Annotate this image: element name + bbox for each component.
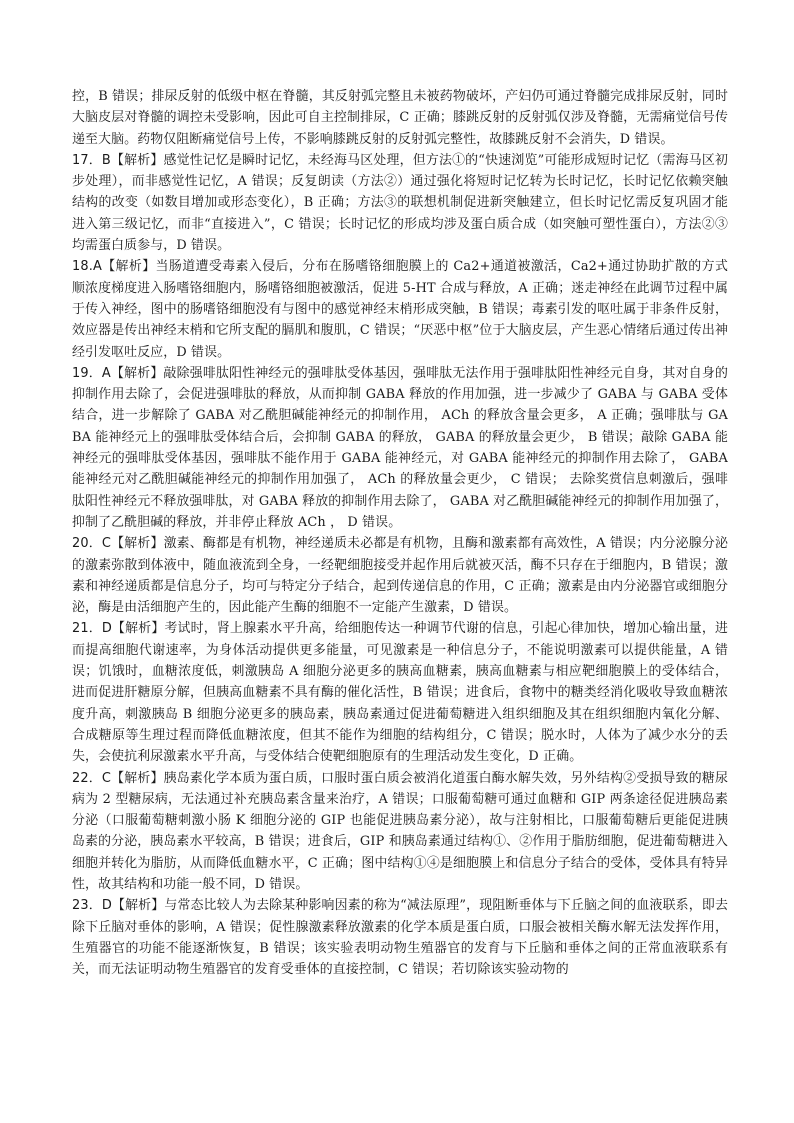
answer-explanation-page	[72, 86, 728, 980]
paragraph-text: 敲除强啡肽阳性神经元的强啡肽受体基因，强啡肽无法作用于强啡肽阳性神经元自身，其对自身的抑制作用去除了，会促进强啡肽的释放，从而抑制 GABA 释放的作用加强，进一步减少了 GABA 与 GABA 受体结合，进一步解除了 GABA 对乙酰胆碱能神经元的抑制作用， ACh 的释放含量会更多， A 正确；强啡肽与 GABA 能神经元上的强啡肽受体结合后，会抑制 GABA 的释放， GABA 的释放量会更少， B 错误；敲除 GABA 能神经元的强啡肽受体基因，强啡肽不能作用于 GABA 能神经元，对 GABA 能神经元的抑制作用去除了， GABA 能神经元对乙酰胆碱能神经元的抑制作用加强了， ACh 的释放量会更少， C 错误； 去除奖赏信息刺激后，强啡肽阳性神经元不释放强啡肽，对 GABA 释放的抑制作用去除了， GABA 对乙酰胆碱能神经元的抑制作用加强了，抑制了乙酰胆碱的释放，并非停止释放 ACh ， D 错误。	[72, 365, 728, 530]
paragraph-q18	[72, 256, 728, 362]
paragraph-text: 考试时，肾上腺素水平升高，给细胞传达一种调节代谢的信息，引起心律加快，增加心输出量，进而提高细胞代谢速率，为身体活动提供更多能量，可见激素是一种信息分子，不能说明激素可以提供能量，A 错误；饥饿时，血糖浓度低，刺激胰岛 A 细胞分泌更多的胰高血糖素，胰高血糖素与相应靶细胞膜上的受体结合，进而促进肝糖原分解，但胰高血糖素不具有酶的催化活性，B 错误；进食后，食物中的糖类经消化吸收导致血糖浓度升高，刺激胰岛 B 细胞分泌更多的胰岛素，胰岛素通过促进葡萄糖进入组织细胞及其在组织细胞内氧化分解、合成糖原等生理过程而降低血糖浓度，但其不能作为细胞的结构组分，C 错误；脱水时，人体为了减少水分的丢失，会使抗利尿激素水平升高，与受体结合使靶细胞原有的生理活动发生变化，D 正确。	[72, 621, 728, 765]
paragraph-q20	[72, 533, 728, 618]
question-label: 17．B【解析】	[72, 152, 164, 168]
question-label: 21．D【解析】	[72, 621, 165, 637]
question-label: 22．C【解析】	[72, 770, 164, 786]
question-label: 20．C【解析】	[72, 536, 164, 552]
paragraph-text: 感觉性记忆是瞬时记忆，未经海马区处理，但方法①的“快速浏览”可能形成短时记忆（需海马区初步处理），而非感觉性记忆，A 错误；反复朗读（方法②）通过强化将短时记忆转为长时记忆，长时记忆依赖突触结构的改变（如数目增加或形态变化），B 正确；方法③的联想机制促进新突触建立，但长时记忆需反复巩固才能进入第三级记忆，而非“直接进入”，C 错误；长时记忆的形成均涉及蛋白质合成（如突触可塑性蛋白），方法②③均需蛋白质参与，D 错误。	[72, 152, 728, 254]
paragraph-q23	[72, 895, 728, 980]
paragraph-q21	[72, 618, 728, 767]
paragraph-text: 当肠道遭受毒素入侵后，分布在肠嗜铬细胞膜上的 Ca2+通道被激活，Ca2+通过协助扩散的方式顺浓度梯度进入肠嗜铬细胞内，肠嗜铬细胞被激活，促进 5-HT 合成与释放，A 正确；迷走神经在此调节过程中属于传入神经，图中的肠嗜铬细胞没有与图中的感觉神经末梢形成突触，B 错误；毒素引发的呕吐属于非条件反射，效应器是传出神经末梢和它所支配的膈肌和腹肌，C 错误；“厌恶中枢”位于大脑皮层，产生恶心情绪后通过传出神经引发呕吐反应，D 错误。	[72, 259, 728, 360]
paragraph-q17	[72, 150, 728, 256]
paragraph-q22	[72, 768, 728, 896]
question-label: 23．D【解析】	[72, 898, 165, 914]
question-label: 19．A【解析】	[72, 365, 164, 381]
paragraph-text: 与常态比较人为去除某种影响因素的称为“减法原理”，现阻断垂体与下丘脑之间的血液联系，即去除下丘脑对垂体的影响，A 错误；促性腺激素释放激素的化学本质是蛋白质，口服会被相关酶水解无法发挥作用，生殖器官的功能不能逐渐恢复，B 错误；该实验表明动物生殖器官的发育与下丘脑和垂体之间的正常血液联系有关，而无法证明动物生殖器官的发育受垂体的直接控制，C 错误；若切除该实验动物的	[72, 898, 729, 978]
paragraph-text: 控，B 错误；排尿反射的低级中枢在脊髓，其反射弧完整且未被药物破坏，产妇仍可通过脊髓完成排尿反射，同时大脑皮层对脊髓的调控未受影响，因此可自主控制排尿，C 正确；膝跳反射的反射弧仅涉及脊髓，无需痛觉信号传递至大脑。药物仅阻断痛觉信号上传，不影响膝跳反射的反射弧完整性，故膝跳反射不会消失，D 错误。	[72, 89, 728, 147]
question-label: 18.A【解析】	[72, 259, 156, 275]
paragraph-text: 胰岛素化学本质为蛋白质，口服时蛋白质会被消化道蛋白酶水解失效，另外结构②受损导致的糖尿病为 2 型糖尿病，无法通过补充胰岛素含量来治疗，A 错误；口服葡萄糖可通过血糖和 GIP 两条途径促进胰岛素分泌（口服葡萄糖刺激小肠 K 细胞分泌的 GIP 也能促进胰岛素分泌），故与注射相比，口服葡萄糖后更能促进胰岛素的分泌，胰岛素水平较高，B 错误；进食后，GIP 和胰岛素通过结构①、②作用于脂肪细胞，促进葡萄糖进入细胞并转化为脂肪，从而降低血糖水平，C 正确；图中结构①④是细胞膜上和信息分子结合的受体，受体具有特异性，故其结构和功能一般不同，D 错误。	[72, 770, 728, 892]
paragraph-continuation	[72, 86, 728, 150]
paragraph-text: 激素、酶都是有机物，神经递质未必都是有机物，且酶和激素都有高效性，A 错误；内分泌腺分泌的激素弥散到体液中，随血液流到全身，一经靶细胞接受并起作用后就被灭活，酶不只存在于细胞内，B 错误；激素和神经递质都是信息分子，均可与特定分子结合，起到传递信息的作用，C 正确；激素是由内分泌器官或细胞分泌，酶是由活细胞产生的，因此能产生酶的细胞不一定能产生激素，D 错误。	[72, 536, 728, 616]
paragraph-q19	[72, 363, 728, 533]
